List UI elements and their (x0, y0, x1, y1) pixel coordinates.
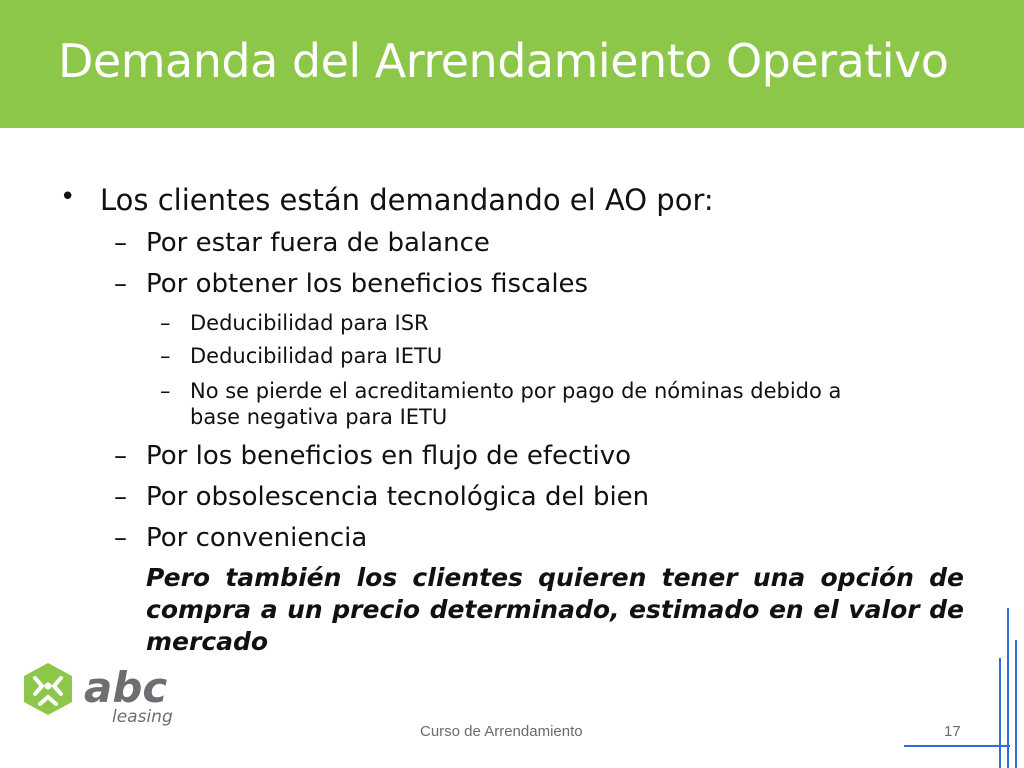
rule-horizontal (904, 745, 1010, 747)
abc-leasing-logo (22, 660, 182, 730)
dash: – (160, 311, 171, 335)
footer-course: Curso de Arrendamiento (420, 723, 583, 740)
page-number: 17 (944, 723, 961, 740)
emphasis-paragraph: Pero también los clientes quieren tener una opción de compra a un precio determinado, estimado en el valor de mercado (146, 563, 964, 656)
bullet-level3: Deducibilidad para IETU (190, 344, 443, 368)
bullet-level2: Por conveniencia (146, 523, 368, 553)
dash: – (160, 344, 171, 368)
bullet-level2: Por estar fuera de balance (146, 228, 490, 258)
dash: – (114, 523, 127, 553)
dash: – (114, 269, 127, 299)
bullet-level3: Deducibilidad para ISR (190, 311, 429, 335)
logo-sub: leasing (112, 707, 173, 727)
logo-mark-icon (22, 660, 182, 730)
bullet-level2: Por los beneficios en flujo de efectivo (146, 441, 632, 471)
bullet-level1: Los clientes están demandando el AO por: (100, 183, 714, 217)
dash: – (114, 441, 127, 471)
rule-vertical (1015, 640, 1017, 768)
title-bar (0, 0, 1024, 128)
bullet-level3-continuation: base negativa para IETU (190, 405, 448, 429)
slide-title: Demanda del Arrendamiento Operativo (58, 34, 949, 88)
dash: – (114, 228, 127, 258)
bullet-level2: Por obtener los beneficios fiscales (146, 269, 589, 299)
rule-vertical (1007, 608, 1009, 768)
bullet-level3: No se pierde el acreditamiento por pago de nóminas debido a (190, 379, 842, 403)
bullet-dot: • (60, 182, 76, 212)
dash: – (160, 379, 171, 403)
bullet-level2: Por obsolescencia tecnológica del bien (146, 482, 650, 512)
dash: – (114, 482, 127, 512)
rule-vertical (999, 658, 1001, 768)
logo-word: abc (84, 663, 168, 712)
